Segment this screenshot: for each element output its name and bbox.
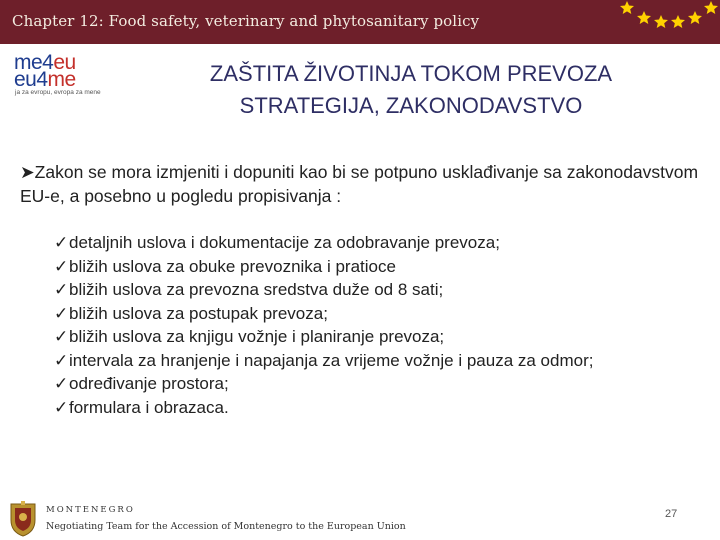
- logo-line-2: eu4me: [14, 68, 76, 91]
- slide-title: [126, 58, 696, 122]
- requirements-list: [54, 231, 694, 419]
- checkmark-icon: ✓: [54, 350, 69, 370]
- page-number: 27: [665, 508, 678, 520]
- footer-country: MONTENEGRO: [46, 505, 135, 515]
- intro-text: Zakon se mora izmjeniti i dopuniti kao bi se potpuno usklađivanje sa zakonodavstvom EU-e, a posebno u pogledu propisivanja :: [20, 162, 699, 206]
- list-item: ✓određivanje prostora;: [54, 372, 694, 396]
- checkmark-icon: ✓: [54, 303, 69, 323]
- list-item: ✓intervala za hranjenje i napajanja za vrijeme vožnje i pauza za odmor;: [54, 349, 694, 373]
- arrow-bullet-icon: ➤: [20, 162, 35, 182]
- checkmark-icon: ✓: [54, 397, 69, 417]
- list-item: ✓bližih uslova za postupak prevoza;: [54, 302, 694, 326]
- montenegro-coat-of-arms-icon: [5, 500, 41, 538]
- chapter-title: Chapter 12: Food safety, veterinary and phytosanitary policy: [12, 12, 480, 30]
- slide-title-line-1: ZAŠTITA ŽIVOTINJA TOKOM PREVOZA: [209, 61, 613, 86]
- header-bar: [0, 0, 720, 44]
- logo-tagline: ja za evropu, evropa za mene: [15, 89, 101, 96]
- me4eu-logo: [14, 51, 110, 100]
- checkmark-icon: ✓: [54, 256, 69, 276]
- list-item: ✓bližih uslova za knjigu vožnje i planiranje prevoza;: [54, 325, 694, 349]
- checkmark-icon: ✓: [54, 374, 69, 393]
- slide-title-line-2: STRATEGIJA, ZAKONODAVSTVO: [239, 93, 583, 118]
- logo-line-1: me4eu: [14, 51, 76, 74]
- list-item: ✓formulara i obrazaca.: [54, 396, 694, 420]
- intro-paragraph: [20, 160, 700, 208]
- list-item: ✓bližih uslova za obuke prevoznika i pratioce: [54, 255, 694, 279]
- checkmark-icon: ✓: [54, 280, 69, 299]
- list-item: ✓bližih uslova za prevozna sredstva duže od 8 sati;: [54, 278, 694, 302]
- footer-team: Negotiating Team for the Accession of Montenegro to the European Union: [46, 521, 406, 532]
- list-item: ✓detaljnih uslova i dokumentacije za odobravanje prevoza;: [54, 231, 694, 255]
- checkmark-icon: ✓: [54, 327, 69, 346]
- checkmark-icon: ✓: [54, 233, 69, 252]
- eu-stars-icon: [600, 0, 720, 44]
